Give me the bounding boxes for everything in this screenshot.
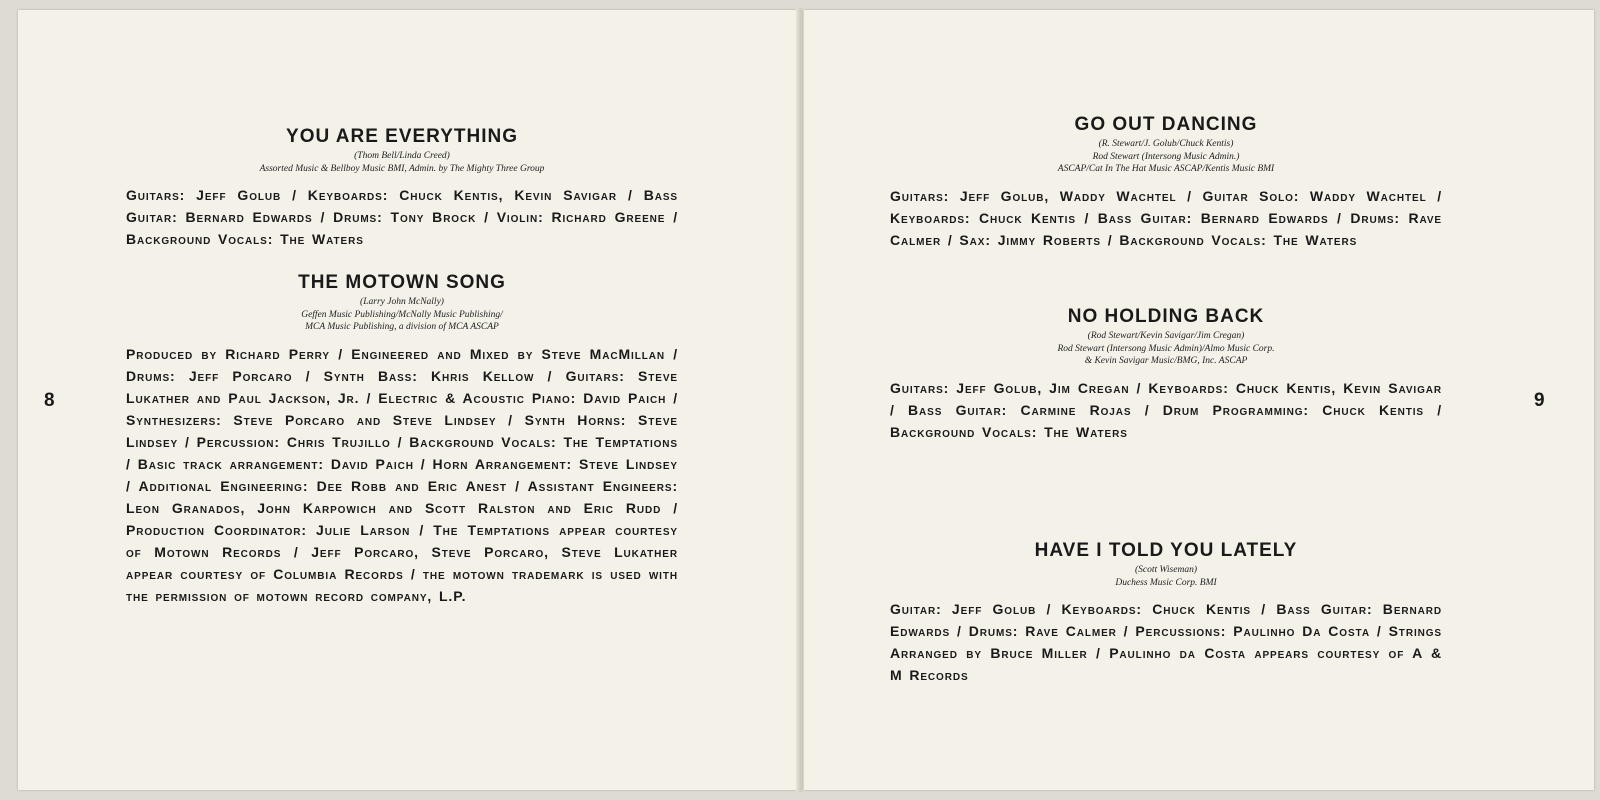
songwriter-credit: (Larry John McNally) bbox=[360, 297, 444, 307]
personnel-credits: Guitars: Jeff Golub / Keyboards: Chuck Kentis, Kevin Savigar / Bass Guitar: Bernard Edwards / Drums: Tony Brock / Violin: Richard Greene / Background Vocals: The Waters bbox=[126, 187, 678, 247]
page-number: 8 bbox=[44, 390, 55, 411]
personnel-credits: Guitars: Jeff Golub, Jim Cregan / Keyboards: Chuck Kentis, Kevin Savigar / Bass Guitar: Carmine Rojas / Drum Programming: Chuck Kentis / Background Vocals: The Waters bbox=[890, 379, 1442, 440]
publisher-credit: Rod Stewart (Intersong Music Admin.) bbox=[1092, 151, 1240, 162]
songwriter-credit: (Scott Wiseman) bbox=[1134, 565, 1197, 575]
song-block bbox=[890, 540, 1442, 686]
publisher-credit: & Kevin Savigar Music/BMG, Inc. ASCAP bbox=[1084, 356, 1248, 366]
songwriter-credit: (Rod Stewart/Kevin Savigar/Jim Cregan) bbox=[1087, 331, 1245, 341]
song-title: YOU ARE EVERYTHING bbox=[286, 126, 518, 147]
right-page bbox=[803, 10, 1594, 790]
publisher-credit: Duchess Music Corp. BMI bbox=[1115, 577, 1217, 588]
page-number: 9 bbox=[1534, 390, 1545, 411]
song-title: NO HOLDING BACK bbox=[1067, 306, 1265, 327]
left-page bbox=[18, 10, 799, 790]
songwriter-credit: (Thom Bell/Linda Creed) bbox=[354, 151, 450, 161]
publisher-credit: Geffen Music Publishing/McNally Music Publishing/ bbox=[301, 309, 503, 320]
publisher-credit: MCA Music Publishing, a division of MCA ASCAP bbox=[305, 322, 499, 332]
personnel-credits: Produced by Richard Perry / Engineered and Mixed by Steve MacMillan / Drums: Jeff Porcaro / Synth Bass: Khris Kellow / Guitars: Steve Lukather and Paul Jackson, Jr. / Electric & Acoustic Piano: David Paich / Synthesizers: Steve Porcaro and Steve Lindsey / Synth Horns: Steve Lindsey / Percussion: Chris Trujillo / Background Vocals: The Temptations / Basic track arrangement: David Paich / Horn Arrangement: Steve Lindsey / Additional Engineering: Dee Robb and Eric Anest / Assistant Engineers: Leon Granados, John Karpowich and Scott Ralston and Eric Rudd / Production Coordinator: Julie Larson / The Temptations appear courtesy of Motown Records / Jeff Porcaro, Steve Porcaro, Steve Lukather appear courtesy of Columbia Records / the motown trademark is used with the permission of motown record company, L.P. bbox=[126, 345, 678, 604]
publisher-credit: Rod Stewart (Intersong Music Admin)/Almo Music Corp. bbox=[1057, 343, 1275, 354]
song-title: THE MOTOWN SONG bbox=[298, 272, 506, 293]
song-title: HAVE I TOLD YOU LATELY bbox=[1034, 540, 1298, 561]
songwriter-credit: (R. Stewart/J. Golub/Chuck Kentis) bbox=[1098, 139, 1234, 149]
song-block bbox=[890, 114, 1442, 251]
publisher-credit: Assorted Music & Bellboy Music BMI, Admin. by The Mighty Three Group bbox=[259, 163, 545, 174]
song-title: GO OUT DANCING bbox=[1074, 114, 1258, 135]
publisher-credit: ASCAP/Cat In The Hat Music ASCAP/Kentis Music BMI bbox=[1057, 164, 1275, 174]
song-block bbox=[126, 272, 678, 607]
personnel-credits: Guitar: Jeff Golub / Keyboards: Chuck Kentis / Bass Guitar: Bernard Edwards / Drums: Rave Calmer / Percussions: Paulinho Da Costa / Strings Arranged by Bruce Miller / Paulinho da Costa appears courtesy of A & M Records bbox=[890, 601, 1442, 683]
personnel-credits: Guitars: Jeff Golub, Waddy Wachtel / Guitar Solo: Waddy Wachtel / Keyboards: Chuck Kentis / Bass Guitar: Bernard Edwards / Drums: Rave Calmer / Sax: Jimmy Roberts / Background Vocals: The Waters bbox=[890, 187, 1442, 248]
song-block bbox=[126, 126, 678, 250]
song-block bbox=[890, 306, 1442, 443]
